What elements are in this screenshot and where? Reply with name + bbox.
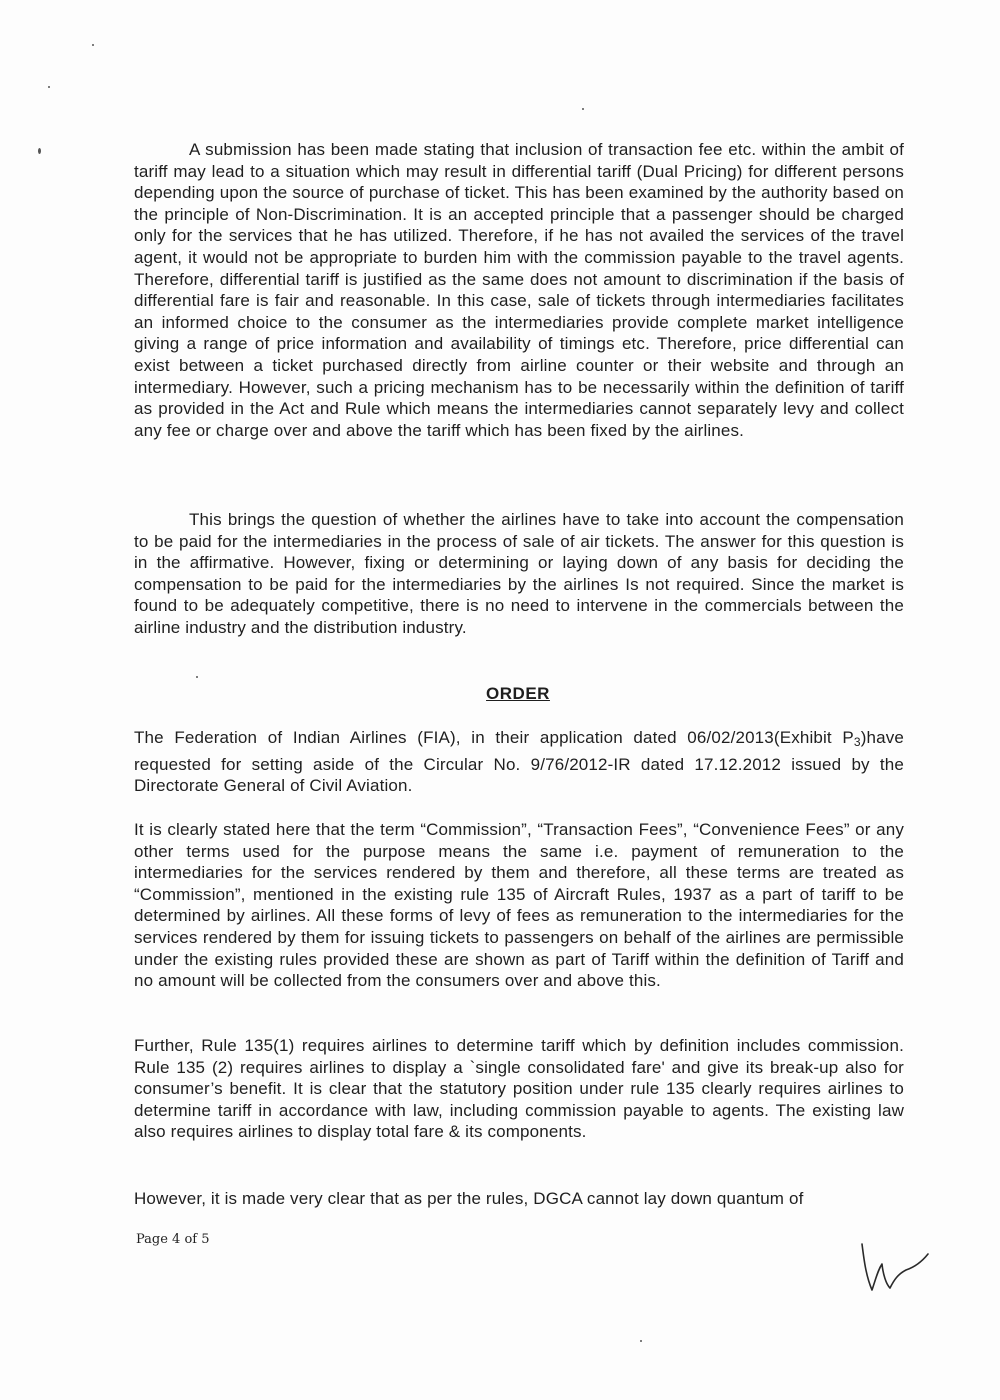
paragraph-intermediary-compensation: This brings the question of whether the airlines have to take into account the compensation to be paid for the intermediaries in the process of sale of air tickets. The answer for this question is in the affirmative. However, fixing or determining or laying down of any basis for deciding the compensation to be paid for the intermediaries by the airlines Is not required. Since the market is found to be adequately competitive, there is no need to intervene in the commercials between the airline industry and the distribution industry.: [134, 510, 904, 637]
page-number: Page 4 of 5: [136, 1232, 210, 1247]
scan-speck: [92, 44, 94, 46]
paragraph-rule-135: Further, Rule 135(1) requires airlines to determine tariff which by definition includes commission. Rule 135 (2) requires airlines to display a `single consolidated fare' and give its break-up also for consumer’s benefit. It is clear that the statutory position under rule 135 clearly requires airlines to determine tariff in accordance with law, including commission payable to agents. The existing law also requires airlines to display total fare & its components.: [134, 1036, 904, 1142]
order-heading: ORDER: [486, 684, 550, 703]
fia-text-start: The Federation of Indian Airlines (FIA), in their application dated 06/02/2013(Exhibit P: [134, 728, 854, 747]
paragraph-fia-application: [134, 727, 904, 797]
scan-speck: [48, 86, 50, 88]
paragraph-dgca-quantum: However, it is made very clear that as per the rules, DGCA cannot lay down quantum of: [134, 1189, 804, 1208]
fia-text-end: )have requested for setting aside of the Circular No. 9/76/2012-IR dated 17.12.2012 issued by the Directorate General of Civil Aviation.: [134, 728, 904, 796]
scan-speck: [38, 148, 41, 154]
scan-speck: [196, 676, 198, 678]
exhibit-subscript: 3: [853, 735, 861, 749]
paragraph-dual-pricing: A submission has been made stating that inclusion of transaction fee etc. within the ambit of tariff may lead to a situation which may result in differential tariff (Dual Pricing) for different persons depending upon the source of purchase of ticket. This has been examined by the authority based on the principle of Non-Discrimination. It is an accepted principle that a passenger should be charged only for the services that he has utilized. Therefore, if he has not availed the services of the travel agent, it would not be appropriate to burden him with the commission payable to the travel agents. Therefore, differential tariff is justified as the same does not amount to discrimination if the basis of differential fare is fair and reasonable. In this case, sale of tickets through intermediaries facilitates an informed choice to the consumer as the intermediaries provide complete market intelligence giving a range of price information and availability of timings etc. Therefore, price differential can exist between a ticket purchased directly from airline counter or their website and through an intermediary. However, such a pricing mechanism has to be necessarily within the definition of tariff as provided in the Act and Rule which means the intermediaries cannot separately levy and collect any fee or charge over and above the tariff which has been fixed by the airlines.: [134, 140, 904, 440]
handwritten-initials-signature: [856, 1240, 936, 1300]
paragraph-commission-definition: It is clearly stated here that the term “Commission”, “Transaction Fees”, “Convenience Fees” or any other terms used for the purpose means the same i.e. payment of remuneration to the intermediaries for the services rendered by them and therefore, all these terms are treated as “Commission”, mentioned in the existing rule 135 of Aircraft Rules, 1937 as a part of tariff to be determined by airlines. All these forms of levy of fees as remuneration to the intermediaries for the services rendered by them for issuing tickets to passengers on behalf of the airlines are permissible under the existing rules provided these are shown as part of Tariff within the definition of Tariff and no amount will be collected from the consumers over and above this.: [134, 820, 904, 991]
scan-speck: [640, 1340, 642, 1342]
scan-speck: [582, 108, 584, 110]
